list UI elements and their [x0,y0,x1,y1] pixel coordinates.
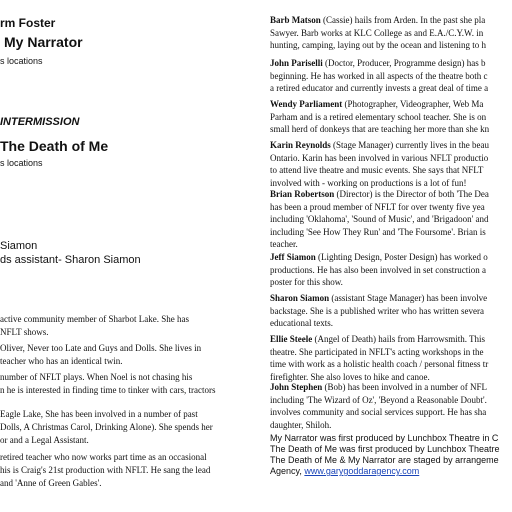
cast-bio-line: or and a Legal Assistant. [0,435,89,445]
cast-bio-line: teacher who has an identical twin. [0,356,123,366]
bio-text: daughter, Shiloh. [270,419,332,430]
bio-text: (Lighting Design, Poster Design) has worked o [315,252,488,262]
bio-sharon-siamon [270,292,487,330]
bio-text: (Photographer, Videographer, Web Ma [342,99,484,109]
bio-text: including 'See How They Run' and 'The Foursome'. Brian is [270,226,486,237]
bio-text: (Director) is the Director of both 'The Dea [334,189,489,199]
bio-brian-robertson [270,188,489,251]
bio-text: Sawyer. Barb works at KLC College as and E.A./C.Y.W. in [270,27,484,38]
production-note [270,433,499,477]
bio-text: (Cassie) hails from Arden. In the past she pla [320,15,486,25]
bio-text: backstage. She is a published writer who has written severa [270,305,484,316]
bio-text: hunting, camping, laying out by the ocean and listening to h [270,40,486,50]
cast-bio-line: Oliver, Never too Late and Guys and Dolls. She lives in [0,343,202,353]
bio-text: including 'Oklahoma', 'Sound of Music', and 'Brigadoon' and [270,214,489,224]
right-page [268,0,512,512]
bio-text: (Bob) has been involved in a number of NFL [322,382,487,392]
bio-name: John Stephen [270,382,323,392]
bio-name: Brian Robertson [270,189,335,199]
cast-bio-line: Dolls, A Christmas Carol, Drinking Alone). She spends her [0,422,213,432]
play1-title: My Narrator [4,34,83,50]
bio-name: Sharon Siamon [270,293,330,303]
play2-locations: s locations [0,158,43,168]
cast-bio-line: NFLT shows. [0,327,49,337]
bio-text: Ontario. Karin has been involved in various NFLT productio [270,152,489,163]
bio-name: Ellie Steele [270,334,313,344]
bio-jeff-siamon [270,251,488,289]
crew-line-1: Siamon [0,240,38,252]
bio-text: beginning. He has worked in all aspects of the theatre both c [270,70,488,81]
bio-text: (Doctor, Producer, Programme design) has b [322,58,486,68]
bio-text: a retired educator and currently invests a great deal of time a [270,83,489,93]
bio-name: Jeff Siamon [270,252,316,262]
bio-text: involved with - working on productions is a lot of fun! [270,177,467,188]
bio-text: firefighter. She also loves to hike and canoe. [270,371,430,382]
cast-bio-line: number of NFLT plays. When Noel is not chasing his [0,372,193,382]
bio-text: has been a proud member of NFLT for over twenty five yea [270,201,485,212]
note-line: The Death of Me & My Narrator are staged by arrangeme [270,455,499,465]
note-line: My Narrator was first produced by Lunchbox Theatre in C [270,433,499,443]
bio-text: Parham and is a retired elementary school teacher. She is on [270,111,487,122]
cast-bio-line: retired teacher who now works part time as an occasional [0,452,207,462]
bio-name: Barb Matson [270,15,321,25]
crew-line-2: ds assistant- Sharon Siamon [0,254,141,266]
agency-link[interactable]: www.garygoddaragency.com [304,466,420,476]
cast-bio-line: Eagle Lake, She has been involved in a number of past [0,409,198,419]
bio-text: (Stage Manager) currently lives in the beau [330,140,489,150]
bio-karin-reynolds [270,139,489,189]
bio-name: Wendy Parliament [270,99,343,109]
bio-text: poster for this show. [270,277,343,287]
bio-text: (Angel of Death) hails from Harrowsmith. This [312,334,486,344]
bio-ellie-steele [270,333,488,383]
bio-name: John Pariselli [270,58,323,68]
cast-bio-line: n he is interested in finding time to tinker with cars, tractors [0,385,216,395]
bio-text: teacher. [270,239,298,249]
note-line: The Death of Me was first produced by Lunchbox Theatre [270,444,500,454]
bio-text: small herd of donkeys that are teaching her more than she kn [270,124,490,134]
bio-text: productions. He has also been involved in set construction a [270,264,486,275]
bio-text: including 'The Wizard of Oz', 'Beyond a Reasonable Doubt'. [270,394,487,405]
bio-text: (assistant Stage Manager) has been involve [329,293,488,303]
play2-title: The Death of Me [0,138,109,154]
bio-name: Karin Reynolds [270,140,331,150]
bio-text: theatre. She participated in NFLT's acting workshops in the [270,346,484,357]
play1-locations: s locations [0,56,43,66]
bio-text: to attend live theatre and music events. She says that NFLT [270,165,484,175]
intermission-label: INTERMISSION [0,116,80,128]
bio-text: involves community and social services support. He has sha [270,407,487,417]
bio-barb-matson [270,14,486,52]
bio-text: time with work as a holistic health coach / personal fitness tr [270,359,489,369]
author-line: rm Foster [0,16,56,30]
cast-bio-line: and 'Anne of Green Gables'. [0,478,102,488]
cast-bio-line: active community member of Sharbot Lake. She has [0,314,189,324]
bio-john-stephen [270,381,487,431]
bio-john-pariselli [270,57,488,95]
cast-bio-line: his is Craig's 21st production with NFLT. He sang the lead [0,465,211,475]
note-agency-prefix: Agency, [270,466,305,476]
bio-wendy-parliament [270,98,489,136]
bio-text: educational texts. [270,318,333,328]
